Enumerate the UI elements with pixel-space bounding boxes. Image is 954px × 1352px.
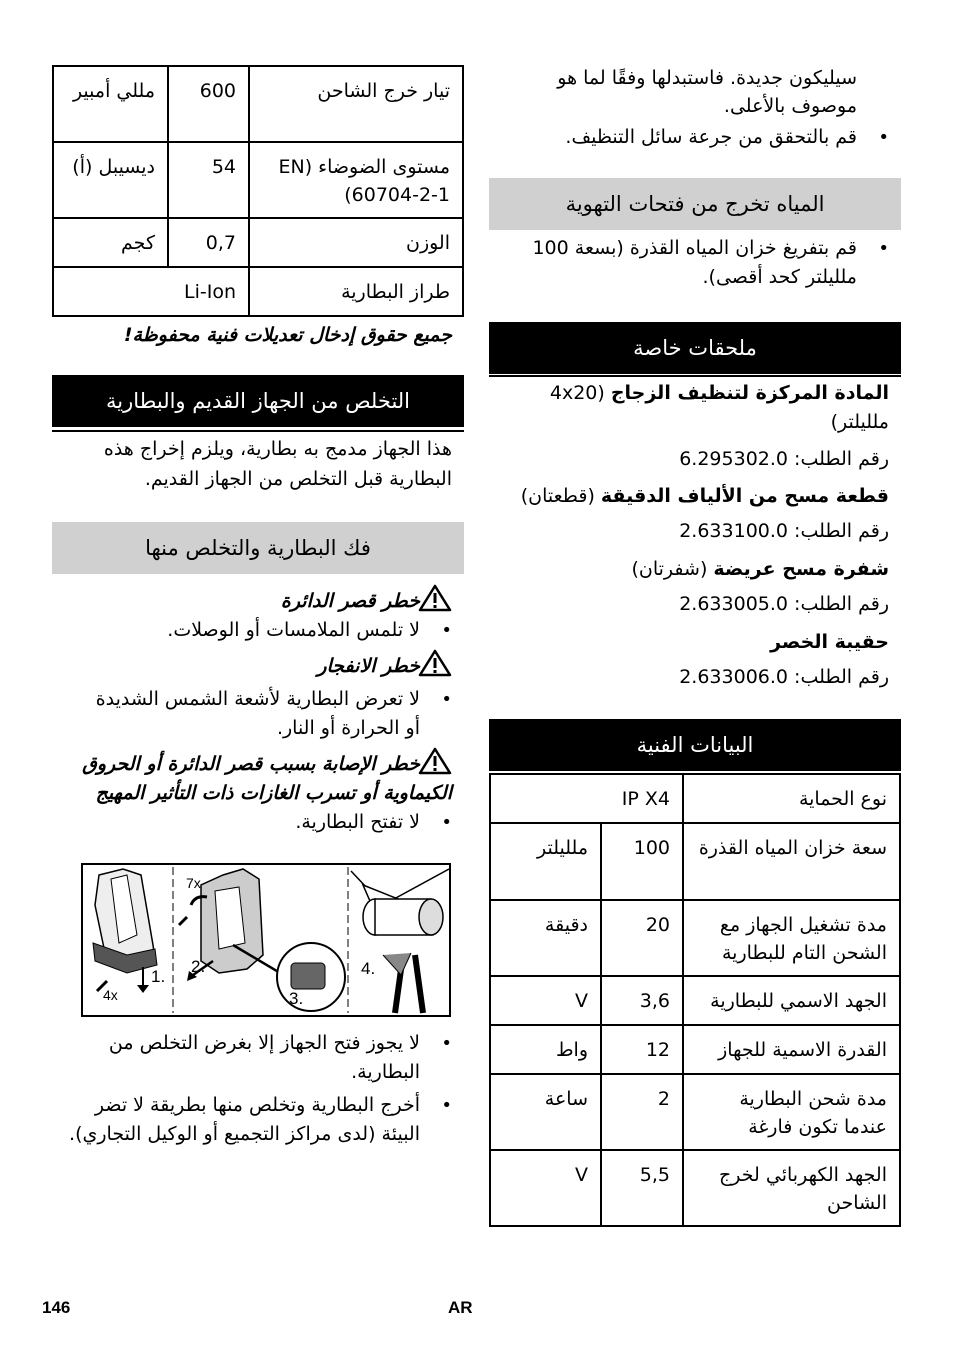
spec-unit: مللي أمبير: [53, 66, 168, 142]
warning-list: [52, 808, 464, 837]
spec-value: 0,7: [168, 218, 249, 267]
spec-value: IP X4: [490, 774, 683, 823]
accessory-item: [489, 379, 901, 437]
list-item: • لا تلمس الملامسات أو الوصلات.: [52, 616, 464, 645]
right-column: [489, 0, 901, 1227]
list-item: • لا تفتح البطارية.: [52, 808, 464, 837]
warning-icon: [418, 584, 452, 612]
table-row: [490, 774, 900, 823]
page-number: 146: [42, 1298, 71, 1317]
intro-text: سيليكون جديدة. فاستبدلها وفقًا لما هو موصوف بالأعلى.: [557, 67, 857, 117]
spec-label: نوع الحماية: [683, 774, 900, 823]
warning-list: [52, 685, 464, 743]
table-row: [53, 66, 463, 142]
disposal-instructions: [52, 1029, 464, 1149]
spec-label: الجهد الكهربائي لخرج الشاحن: [683, 1150, 900, 1226]
spec-unit: كجم: [53, 218, 168, 267]
table-row: [490, 1074, 900, 1150]
spec-unit: ساعة: [490, 1074, 601, 1150]
spec-label: سعة خزان المياه القذرة: [683, 823, 900, 900]
order-number: رقم الطلب: 2.633100.0: [679, 520, 889, 542]
table-row: [490, 1025, 900, 1074]
table-row: [53, 218, 463, 267]
warning-title: خطر الإصابة بسبب قصر الدائرة أو الحروق الكيماوية أو تسرب الغازات ذات التأثير المهيج: [82, 753, 452, 804]
spec-label: الجهد الاسمي للبطارية: [683, 976, 900, 1025]
table-row: [490, 1150, 900, 1226]
figure-label-screws: 7x: [186, 875, 201, 891]
spec-unit: V: [490, 976, 601, 1025]
spec-value: 20: [601, 900, 683, 976]
figure-label-screws: 4x: [103, 987, 118, 1003]
list-item: • أخرج البطارية وتخلص منها بطريقة لا تضر البيئة (لدى مراكز التجميع أو الوكيل التجاري).: [52, 1091, 464, 1149]
spec-value: 100: [601, 823, 683, 900]
spec-unit: دقيقة: [490, 900, 601, 976]
battery-removal-drawing: [83, 865, 449, 1015]
language-code: AR: [448, 1298, 473, 1317]
order-number: رقم الطلب: 6.295302.0: [679, 448, 889, 470]
battery-removal-illustration: [81, 863, 451, 1017]
warning-explosion: [52, 649, 464, 681]
spec-label: القدرة الاسمية للجهاز: [683, 1025, 900, 1074]
figure-label-step: 3.: [289, 989, 304, 1008]
accessories-heading: ملحقات خاصة: [489, 322, 901, 374]
charger-spec-table: [52, 65, 464, 317]
intro-list: [489, 123, 901, 152]
figure-label-step: 2.: [191, 957, 206, 976]
table-row: [53, 142, 463, 218]
table-row: [53, 267, 463, 316]
list-item: • قم بتفريغ خزان المياه القذرة (بسعة 100 ملليلتر كحد أقصى).: [489, 234, 901, 292]
spec-label: الوزن: [249, 218, 463, 267]
warning-list: [52, 616, 464, 645]
spec-label: مدة تشغيل الجهاز مع الشحن التام للبطارية: [683, 900, 900, 976]
spec-label: طراز البطارية: [249, 267, 463, 316]
tech-data-table: [489, 773, 901, 1227]
warning-title: خطر قصر الدائرة: [280, 590, 420, 612]
accessory-name: المادة المركزة لتنظيف الزجاج: [610, 382, 889, 404]
accessory-detail: (قطعتان): [520, 485, 595, 507]
left-column: [52, 0, 464, 1149]
spec-value: 600: [168, 66, 249, 142]
spec-value: Li-Ion: [53, 267, 249, 316]
disposal-heading: التخلص من الجهاز القديم والبطارية: [52, 375, 464, 427]
table-row: [490, 976, 900, 1025]
spec-unit: ديسيبل (أ): [53, 142, 168, 218]
spec-unit: V: [490, 1150, 601, 1226]
vent-list: [489, 234, 901, 292]
accessory-item: [489, 555, 901, 584]
warning-icon: [418, 649, 452, 677]
accessory-name: حقيبة الخصر: [770, 631, 889, 653]
disposal-text: هذا الجهاز مدمج به بطارية، ويلزم إخراج هذه البطارية قبل التخلص من الجهاز القديم.: [103, 438, 452, 490]
spec-unit: واط: [490, 1025, 601, 1074]
divider: [489, 375, 901, 377]
rights-note: جميع حقوق إدخال تعديلات فنية محفوظة!: [123, 324, 452, 346]
table-row: [490, 823, 900, 900]
spec-label: تيار خرج الشاحن: [249, 66, 463, 142]
spec-value: 3,6: [601, 976, 683, 1025]
spec-value: 54: [168, 142, 249, 218]
accessory-item: [489, 628, 901, 657]
warning-short-circuit: [52, 584, 464, 616]
table-row: [490, 900, 900, 976]
tech-data-heading: البيانات الفنية: [489, 719, 901, 771]
spec-unit: ملليلتر: [490, 823, 601, 900]
divider: [52, 430, 464, 432]
spec-value: 2: [601, 1074, 683, 1150]
warning-title: خطر الانفجار: [317, 655, 420, 677]
warning-injury: [52, 747, 464, 808]
accessory-detail: (شفرتان): [631, 558, 708, 580]
spec-label: مستوى الضوضاء (EN 60704-2-1): [249, 142, 463, 218]
accessory-detail: (4x20 ملليلتر): [549, 382, 889, 433]
list-item: • لا يجوز فتح الجهاز إلا بغرض التخلص من البطارية.: [52, 1029, 464, 1087]
figure-label-step: 4.: [361, 959, 376, 978]
spec-value: 5,5: [601, 1150, 683, 1226]
remove-battery-heading: فك البطارية والتخلص منها: [52, 522, 464, 574]
vent-heading: المياه تخرج من فتحات التهوية: [489, 178, 901, 230]
accessory-item: [489, 482, 901, 511]
spec-value: 12: [601, 1025, 683, 1074]
list-item: • لا تعرض البطارية لأشعة الشمس الشديدة أو الحرارة أو النار.: [52, 685, 464, 743]
order-number: رقم الطلب: 2.633006.0: [679, 666, 889, 688]
spec-label: مدة شحن البطارية عندما تكون فارغة: [683, 1074, 900, 1150]
accessory-name: قطعة مسح من الألياف الدقيقة: [600, 485, 889, 507]
accessory-name: شفرة مسح عريضة: [713, 558, 889, 580]
order-number: رقم الطلب: 2.633005.0: [679, 593, 889, 615]
warning-icon: [418, 747, 452, 775]
list-item: • قم بالتحقق من جرعة سائل التنظيف.: [489, 123, 901, 152]
figure-label-step: 1.: [151, 967, 166, 986]
